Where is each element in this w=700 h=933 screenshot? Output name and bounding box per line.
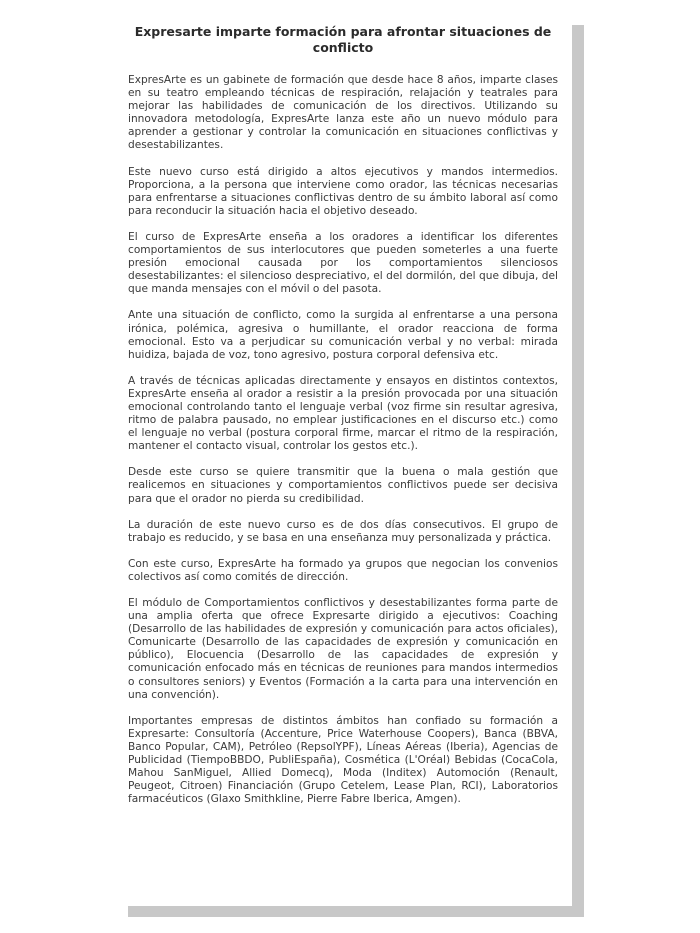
- article-paragraph: La duración de este nuevo curso es de dos días consecutivos. El grupo de trabajo es reducido, y se basa en una enseñanza muy personalizada y práctica.: [128, 518, 558, 544]
- article-paragraph: Este nuevo curso está dirigido a altos ejecutivos y mandos intermedios. Proporciona, a la persona que interviene como orador, las técnicas necesarias para enfrentarse a situaciones conflictivas dentro de su ámbito laboral así como para reconducir la situación hacia el objetivo deseado.: [128, 165, 558, 217]
- document-page: [116, 14, 572, 906]
- article-paragraph: Con este curso, ExpresArte ha formado ya grupos que negocian los convenios colectivos así como comités de dirección.: [128, 557, 558, 583]
- article-paragraph: ExpresArte es un gabinete de formación que desde hace 8 años, imparte clases en su teatro empleando técnicas de respiración, relajación y teatrales para mejorar las habilidades de comunicación de los directivos. Utilizando su innovadora metodología, ExpresArte lanza este año un nuevo módulo para aprender a gestionar y controlar la comunicación en situaciones conflictivas y desestabilizantes.: [128, 74, 558, 152]
- article-paragraph: El módulo de Comportamientos conflictivos y desestabilizantes forma parte de una amplia oferta que ofrece Expresarte dirigido a ejecutivos: Coaching (Desarrollo de las habilidades de expresión y comunicación para actos oficiales), Comunicarte (Desarrollo de las capacidades de expresión y comunicación en público), Elocuencia (Desarrollo de las capacidades de expresión y comunicación enfocado más en técnicas de reuniones para mandos intermedios o consultores seniors) y Eventos (Formación a la carta para una intervención en una convención).: [128, 597, 558, 701]
- article-title: Expresarte imparte formación para afrontar situaciones de conflicto: [134, 24, 552, 55]
- article-paragraph: El curso de ExpresArte enseña a los oradores a identificar los diferentes comportamientos de sus interlocutores que pueden someterles a una fuerte presión emocional causada por los comportamientos silenciosos desestabilizantes: el silencioso despreciativo, el del dormilón, del que dibuja, del que manda mensajes con el móvil o del pasota.: [128, 230, 558, 296]
- article-paragraph: Ante una situación de conflicto, como la surgida al enfrentarse a una persona irónica, polémica, agresiva o humillante, el orador reacciona de forma emocional. Esto va a perjudicar su comunicación verbal y no verbal: mirada huidiza, bajada de voz, tono agresivo, postura corporal defensiva etc.: [128, 309, 558, 361]
- article-paragraph: Desde este curso se quiere transmitir que la buena o mala gestión que realicemos en situaciones y comportamientos conflictivos puede ser decisiva para que el orador no pierda su credibilidad.: [128, 466, 558, 505]
- article-paragraph: A través de técnicas aplicadas directamente y ensayos en distintos contextos, ExpresArte enseña al orador a resistir a la presión provocada por una situación emocional controlando tanto el lenguaje verbal (voz firme sin resultar agresiva, ritmo de palabra pausado, no emplear justificaciones en el discurso etc.) como el lenguaje no verbal (postura corporal firme, marcar el ritmo de la respiración, mantener el contacto visual, controlar los gestos etc.).: [128, 374, 558, 453]
- article-paragraph: Importantes empresas de distintos ámbitos han confiado su formación a Expresarte: Consultoría (Accenture, Price Waterhouse Coopers), Banca (BBVA, Banco Popular, CAM), Petróleo (RepsolYPF), Líneas Aéreas (Iberia), Agencias de Publicidad (TiempoBBDO, PubliEspaña), Cosmética (L'Oréal) Bebidas (CocaCola, Mahou SanMiguel, Allied Domecq), Moda (Inditex) Automoción (Renault, Peugeot, Citroen) Financiación (Grupo Cetelem, Lease Plan, RCI), Laboratorios farmacéuticos (Glaxo Smithkline, Pierre Fabre Iberica, Amgen).: [128, 714, 558, 806]
